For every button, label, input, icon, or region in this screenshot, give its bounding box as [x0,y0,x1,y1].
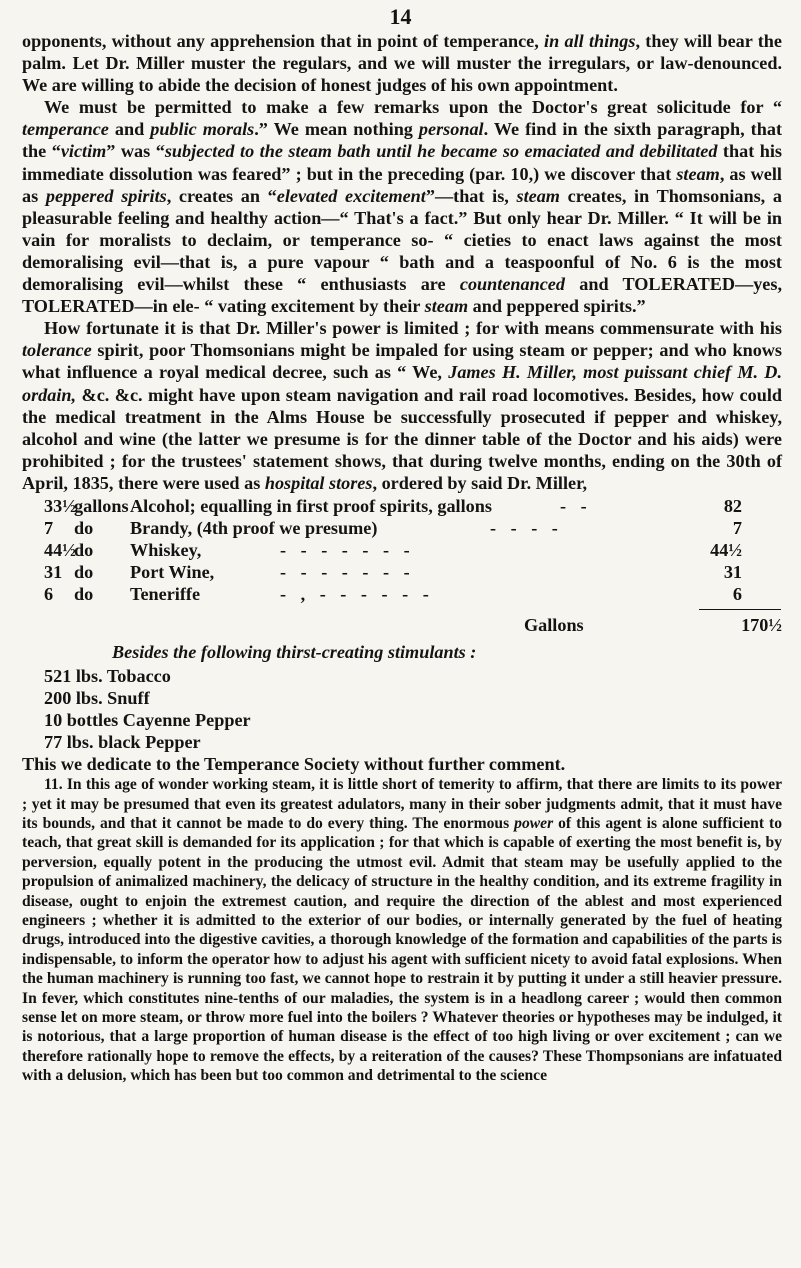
text-run-italic: subjected to the steam bath until he became so emaciated and debilitated [164,141,718,162]
list-item: 521 lbs. Tobacco [44,665,171,686]
total-row [44,614,782,636]
text-run: and [108,119,151,140]
text-run: , ordered by said Dr. Miller, [372,472,588,493]
text-run: ”—that is, [425,185,517,206]
paragraph-opponents [22,30,782,96]
quantity: 7 [44,518,54,539]
text-run: , as well as [22,163,782,206]
text-run: How fortunate it is that Dr. Miller's power is limited ; for with means commensurate with his [44,318,782,339]
item: Whiskey, [130,540,202,561]
unit: gallons [74,495,129,516]
amount: 7 [732,518,742,539]
text-run-italic: steam [424,296,469,317]
text-run-italic: in all things [544,31,636,51]
amount: 6 [732,584,742,605]
text-run-italic: peppered spirits [45,185,167,206]
text-run-italic: James H. Miller, most puissant chief M. D. ordain, [22,362,782,405]
text-run-italic: steam [516,185,560,206]
hospital-stores-table [44,495,782,637]
text-run-italic: personal [418,119,484,140]
page-body [22,30,782,1086]
quantity: 31 [44,562,63,583]
table-row [44,583,782,605]
amount: 44½ [710,540,742,561]
text-run: . We find in the sixth paragraph, that the “ [22,119,782,162]
text-run: 11. In this age of wonder working steam, it is little short of temerity to affirm, that there are limits to its power ; yet it may be presumed that even its greatest adulators, many in their sober judgments admit, that it must have its bounds, and that it cannot be made to do every thing. The enormous [22,776,782,832]
text-run-italic: hospital stores [264,472,373,493]
unit: do [74,540,94,561]
text-run: of this agent is alone sufficient to teach, that great skill is demanded for its application ; for that which is capable of exerting the most benefit is, by perversion, equally potent in the producing the utmost evil. Admit that steam may be usefully applied to the propulsion of animalized machinery, the delicacy of structure in the healthy condition, and its extreme fragility in disease, ought to enjoin the extremest caution, and require the direction of the ablest and most experienced engineers ; whether it is admitted to the exterior of our bodies, or internally generated by the fuel of heating drugs, introduced into the digestive cavities, a thorough knowledge of the formation and capabilities of the parts is indispensable, to inform the operator how to adjust his agent with sufficient nicety to avoid fatal explosions. When the human machinery is running too fast, we cannot hope to restrain it by putting it under a still heavier pressure. In fever, which constitutes nine-tenths of our maladies, the system is in a headlong career ; would then common sense let on more steam, or throw more fuel into the boilers ? Whatever theories or hypotheses may be indulged, it is notorious, that a large proportion of human disease is the effect of too high living or over excitement ; can we therefore rationally hope to remove the effects, by a reiteration of the causes? These Thompsonians are infatuated with a delusion, which has been but too common and detrimental to the science [22,814,782,1085]
text-run-italic: steam [676,163,720,184]
unit: do [74,584,94,605]
text-run: , they will bear the palm. Let Dr. Miller muster the regulars, and we will muster the irregulars, or law-denounced. We are willing to abide the decision of honest judges of his own appointment. [22,31,782,96]
text-run: and peppered spirits.” [468,296,646,317]
table-row [44,517,782,539]
leader: - - [560,495,592,516]
table-row [44,561,782,583]
item: Brandy, (4th proof we presume) [130,518,378,539]
text-run: &c. &c. might have upon steam navigation and rail road locomotives. Besides, how could the medical treatment in the Alms House be successfully prosecuted if pepper and whiskey, alcohol and wine (the latter we presume is for the dinner table of the Doctor and his aids) were prohibited ; for the trustees' statement shows, that during twelve months, ending on the 30th of April, 1835, there were used as [22,384,782,493]
text-run-italic: victim [60,141,107,162]
unit: do [74,518,94,539]
text-run: , creates an “ [166,185,277,206]
dedication-line: This we dedicate to the Temperance Society without further comment. [22,754,566,774]
text-run: that his immediate dissolution was feared” ; but in the preceding (par. 10,) we discover that [22,141,783,184]
leader: - - - - [490,518,563,539]
text-run: .” We mean nothing [254,119,419,140]
text-run: We must be permitted to make a few remarks upon the Doctor's great solicitude for “ [44,97,782,118]
total-label: Gallons [524,615,584,636]
quantity: 6 [44,584,54,605]
list-item: 77 lbs. black Pepper [44,731,201,752]
page-number: 14 [389,4,412,29]
text-run: and TOLERATED—yes, TOLERATED—in ele- “ vating excitement by their [22,274,782,317]
total-amount: 170½ [741,615,782,636]
quantity: 33½ [44,495,76,516]
text-run-italic: public morals [150,119,255,140]
item: Alcohol; equalling in first proof spirits, gallons [130,495,492,516]
total-rule [699,609,781,610]
text-run: creates, in Thomsonians, a pleasurable feeling and healthy action—“ That's a fact.” But only hear Dr. Miller. “ It will be in vain for moralists to declaim, or temperance so- “ cieties to enact laws against the most demoralising evil—that is, a pure vapour “ bath and a teaspoonful of No. 6 is the most demoralising evil—whilst these “ enthusiasts are [22,185,782,295]
text-run-italic: power [514,814,554,832]
amount: 31 [723,562,742,583]
paragraph-remarks [22,96,782,317]
list-item: 10 bottles Cayenne Pepper [44,709,251,730]
text-run-italic: elevated excitement [276,185,426,206]
quantity: 44½ [44,540,76,561]
text-run-italic: tolerance [22,340,92,361]
footnote-11 [22,775,782,1086]
text-run: ” was “ [106,141,165,162]
item: Port Wine, [130,562,215,583]
list-item: 200 lbs. Snuff [44,687,150,708]
item: Teneriffe [130,584,201,605]
text-run: opponents, without any apprehension that in point of temperance, [22,31,545,51]
amount: 82 [723,495,742,516]
subheading: Besides the following thirst-creating stimulants : [112,641,477,662]
stimulants-list [44,665,782,753]
text-run-italic: temperance [22,119,109,140]
unit: do [74,562,94,583]
leader: - - - - - - - [280,540,415,561]
text-run: spirit, poor Thomsonians might be impaled for using steam or pepper; and who knows what influence a royal medical decree, such as “ We, [22,340,782,383]
leader: - - - - - - - [280,562,415,583]
paragraph-fortunate [22,317,782,494]
table-row [44,539,782,561]
leader: - , - - - - - - [280,584,434,605]
table-row [44,495,782,517]
text-run-italic: countenanced [459,274,565,295]
